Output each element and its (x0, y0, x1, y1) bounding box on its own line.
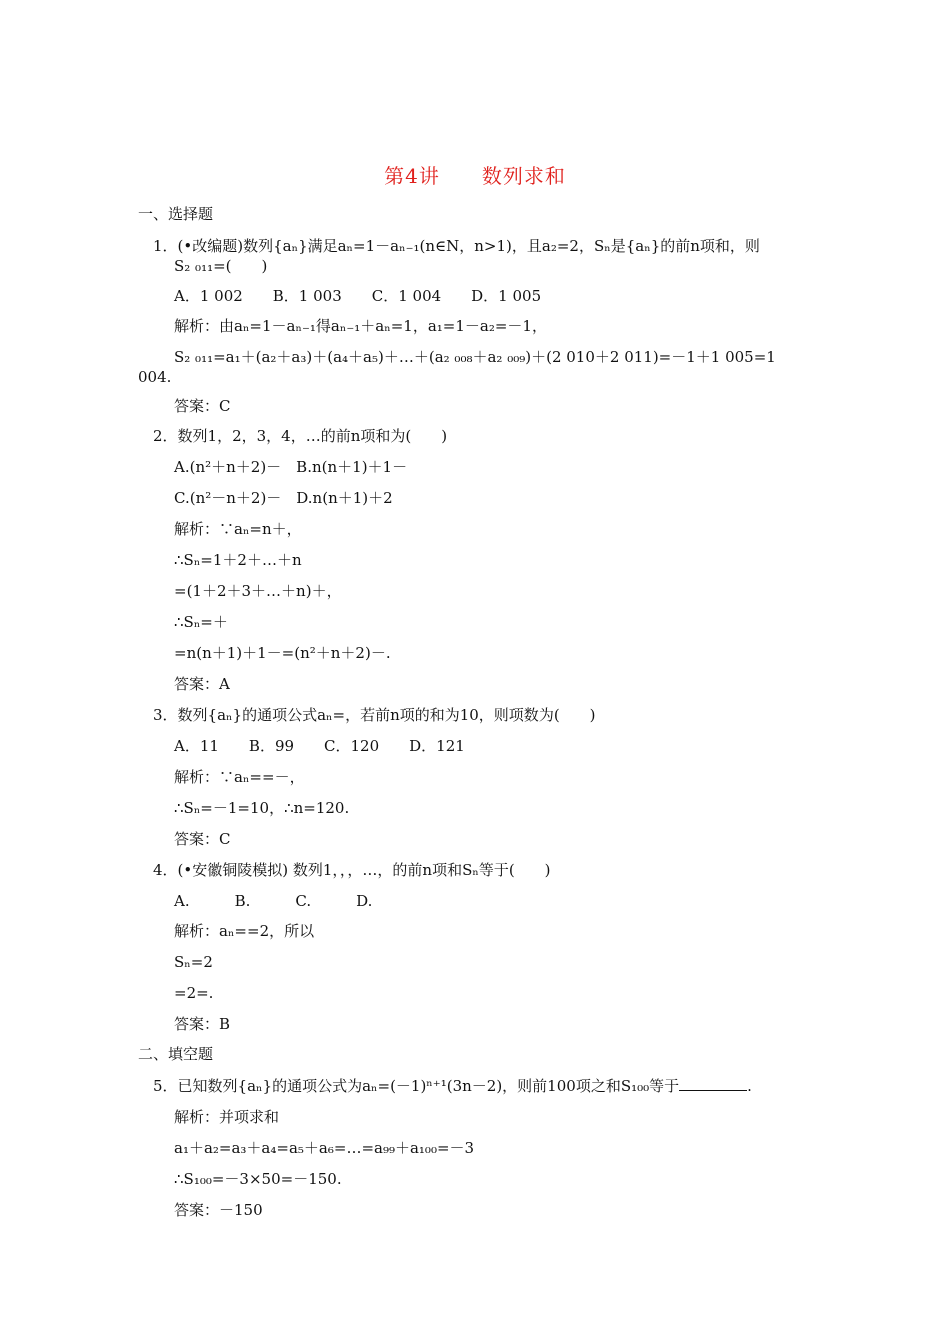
q3-stem: 3．数列{aₙ}的通项公式aₙ=，若前n项的和为10，则项数为( ) (153, 706, 596, 724)
page-title: 第4讲 数列求和 (384, 164, 566, 188)
section-heading-fill: 二、填空题 (138, 1045, 214, 1063)
q5-solution-line2: a₁＋a₂=a₃＋a₄=a₅＋a₆=…=a₉₉＋a₁₀₀=－3 (174, 1139, 475, 1157)
q3-solution-line1: 解析：∵aₙ==－， (174, 768, 305, 786)
q2-solution-line1: 解析：∵aₙ=n＋， (174, 520, 302, 538)
q1-answer: 答案：C (174, 397, 231, 415)
q1-solution-line1: 解析：由aₙ=1－aₙ₋₁得aₙ₋₁＋aₙ=1，a₁=1－a₂=－1， (174, 317, 547, 335)
q4-stem: 4．(•安徽铜陵模拟) 数列1，，，…，的前n项和Sₙ等于( ) (153, 861, 551, 879)
q2-solution-line4: ∴Sₙ=＋ (174, 613, 228, 631)
q3-options: A．11 B．99 C．120 D．121 (174, 737, 465, 755)
q4-answer: 答案：B (174, 1015, 231, 1033)
answer-blank (679, 1076, 747, 1091)
q2-options-cd: C.(n²－n＋2)－ D.n(n＋1)＋2 (174, 489, 393, 507)
q1-solution-line3: 004. (138, 368, 172, 386)
q2-solution-line3: =(1＋2＋3＋…＋n)＋， (174, 582, 342, 600)
q1-stem-line1: 1．(•改编题)数列{aₙ}满足aₙ=1－aₙ₋₁(n∈N，n>1)，且a₂=2，Sₙ是{aₙ}的前n项和，则 (153, 237, 760, 255)
q5-stem-end: . (747, 1077, 752, 1095)
q4-options: A. B. C. D. (174, 892, 373, 910)
q5-answer: 答案：－150 (174, 1201, 263, 1219)
q1-options: A．1 002 B．1 003 C．1 004 D．1 005 (174, 287, 542, 305)
q4-solution-line1: 解析：aₙ==2，所以 (174, 922, 315, 940)
q1-solution-line2: S₂ ₀₁₁=a₁＋(a₂＋a₃)＋(a₄＋a₅)＋…＋(a₂ ₀₀₈＋a₂ ₀₀₉)＋(2 010＋2 011)=－1＋1 005=1 (174, 348, 776, 366)
q4-solution-line3: =2=. (174, 984, 214, 1002)
q5-solution-line1: 解析：并项求和 (174, 1108, 280, 1126)
q5-stem-line (153, 1076, 752, 1096)
q4-solution-line2: Sₙ=2 (174, 953, 213, 971)
q5-stem: 5．已知数列{aₙ}的通项公式为aₙ=(－1)ⁿ⁺¹(3n－2)，则前100项之和S₁₀₀等于 (153, 1077, 680, 1095)
section-heading-choice: 一、选择题 (138, 205, 214, 223)
q3-solution-line2: ∴Sₙ=－1=10，∴n=120. (174, 799, 350, 817)
q3-answer: 答案：C (174, 830, 231, 848)
q2-options-ab: A.(n²＋n＋2)－ B.n(n＋1)＋1－ (174, 458, 408, 476)
q2-stem: 2．数列1，2，3，4，…的前n项和为( ) (153, 427, 448, 445)
q2-solution-line5: =n(n＋1)＋1－=(n²＋n＋2)－. (174, 644, 391, 662)
q2-solution-line2: ∴Sₙ=1＋2＋…＋n (174, 551, 302, 569)
q5-solution-line3: ∴S₁₀₀=－3×50=－150. (174, 1170, 342, 1188)
q2-answer: 答案：A (174, 675, 230, 693)
q1-stem-line2: S₂ ₀₁₁=( ) (174, 257, 268, 275)
